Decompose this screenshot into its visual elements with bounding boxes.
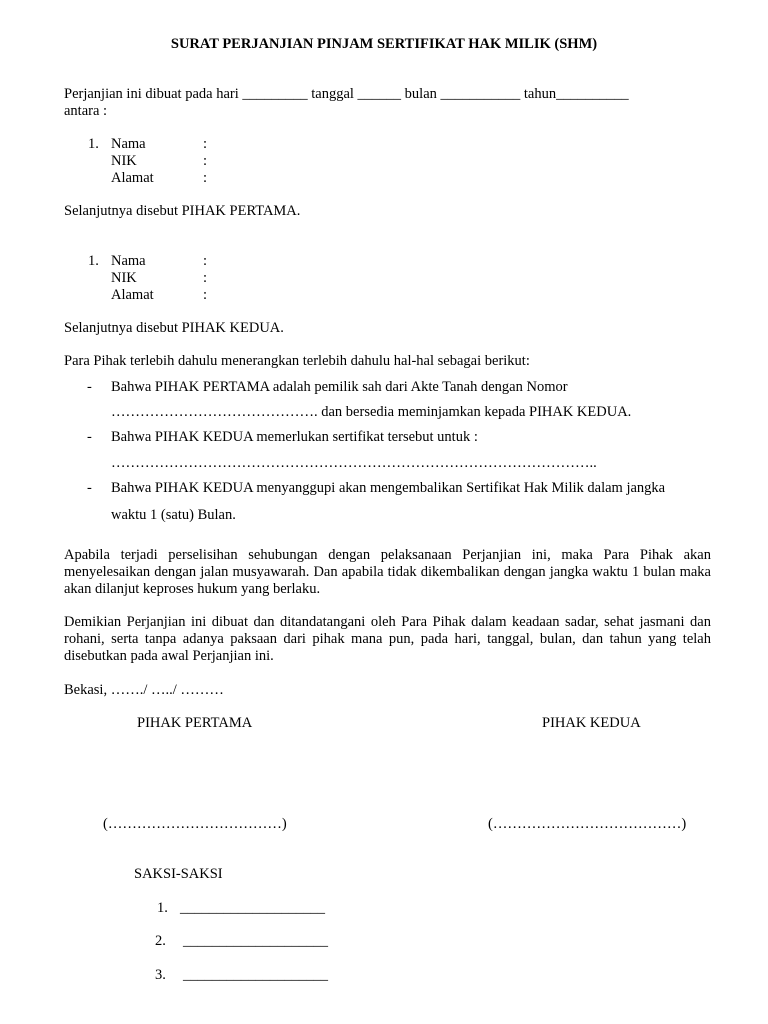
party2-address-colon: : — [203, 287, 208, 303]
intro-line-antara: antara : — [64, 103, 108, 119]
party1-address-label: Alamat — [111, 170, 154, 186]
party1-number: 1. — [88, 136, 99, 152]
party1-name-colon: : — [203, 136, 208, 152]
party1-signature-label: PIHAK PERTAMA — [137, 715, 253, 731]
bullet-line: Bahwa PIHAK KEDUA memerlukan sertifikat tersebut untuk : — [111, 429, 478, 445]
party1-designation: Selanjutnya disebut PIHAK PERTAMA. — [64, 203, 301, 219]
bullet-dash: - — [87, 379, 92, 395]
bullet-dash: - — [87, 480, 92, 496]
party2-nik-label: NIK — [111, 270, 137, 286]
party1-signature-line: (………………………………) — [103, 816, 287, 832]
place-date: Bekasi, ……./ …../ ……… — [64, 682, 224, 698]
party1-name-label: Nama — [111, 136, 146, 152]
party1-nik-label: NIK — [111, 153, 137, 169]
party2-address-label: Alamat — [111, 287, 154, 303]
bullet-line: Bahwa PIHAK PERTAMA adalah pemilik sah dari Akte Tanah dengan Nomor — [111, 379, 568, 395]
witness-signature-line: ____________________ — [183, 967, 328, 983]
party2-designation: Selanjutnya disebut PIHAK KEDUA. — [64, 320, 284, 336]
bullet-line: waktu 1 (satu) Bulan. — [111, 507, 236, 523]
witness-number: 3. — [155, 967, 166, 983]
party2-name-colon: : — [203, 253, 208, 269]
witness-signature-line: ____________________ — [180, 900, 325, 916]
party2-name-label: Nama — [111, 253, 146, 269]
party2-signature-label: PIHAK KEDUA — [542, 715, 641, 731]
party2-number: 1. — [88, 253, 99, 269]
bullet-line: ……………………………………………………………………………………….. — [111, 455, 597, 471]
document-title: SURAT PERJANJIAN PINJAM SERTIFIKAT HAK MILIK (SHM) — [170, 36, 598, 52]
witness-number: 2. — [155, 933, 166, 949]
witness-heading: SAKSI-SAKSI — [134, 866, 223, 882]
paragraph-dispute: Apabila terjadi perselisihan sehubungan dengan pelaksanaan Perjanjian ini, maka Para Pihak akan menyelesaikan dengan jalan musyawarah. Dan apabila tidak dikembalikan dengan jangka waktu 1 bulan maka akan dilanjut keproses hukum yang berlaku. — [64, 547, 711, 597]
party2-signature-line: (…………………………………) — [488, 816, 687, 832]
bullet-line: ……………………………………. dan bersedia meminjamkan kepada PIHAK KEDUA. — [111, 404, 632, 420]
intro-line: Perjanjian ini dibuat pada hari _________ tanggal ______ bulan ___________ tahun__________ — [64, 86, 629, 102]
bullet-dash: - — [87, 429, 92, 445]
witness-number: 1. — [157, 900, 168, 916]
bullet-line: Bahwa PIHAK KEDUA menyanggupi akan mengembalikan Sertifikat Hak Milik dalam jangka — [111, 480, 666, 496]
paragraph-closing: Demikian Perjanjian ini dibuat dan ditandatangani oleh Para Pihak dalam keadaan sadar, sehat jasmani dan rohani, serta tanpa adanya paksaan dari pihak mana pun, pada hari, tanggal, bulan, dan tahun yang telah disebutkan pada awal Perjanjian ini. — [64, 614, 711, 664]
statement-intro: Para Pihak terlebih dahulu menerangkan terlebih dahulu hal-hal sebagai berikut: — [64, 353, 530, 369]
party1-address-colon: : — [203, 170, 208, 186]
witness-signature-line: ____________________ — [183, 933, 328, 949]
party1-nik-colon: : — [203, 153, 208, 169]
party2-nik-colon: : — [203, 270, 208, 286]
